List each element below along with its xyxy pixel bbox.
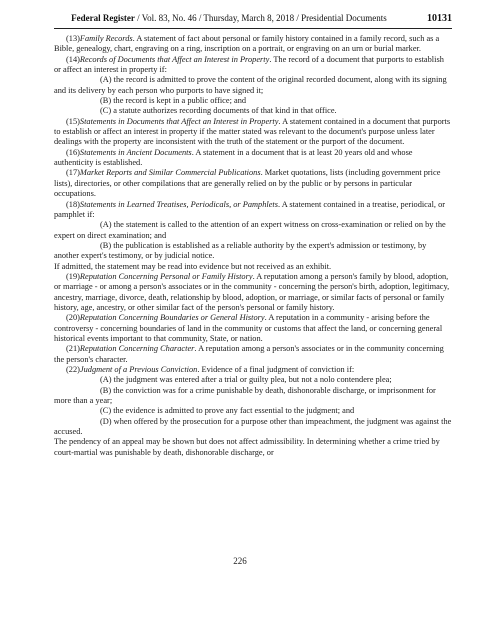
paragraph (54, 117, 452, 148)
subparagraph (54, 220, 452, 241)
paragraph-text: If admitted, the statement may be read into evidence but not received as an exhibit. (54, 261, 332, 271)
paragraph-text: . A reputation in a community - arising before the controversy - concerning boundaries of land in the community or customs that affect the land, or concerning general historical events important to that community, State, or nation. (54, 313, 443, 343)
document-body (54, 34, 452, 458)
paragraph-text: (A) the judgment was entered after a trial or guilty plea, but not a nolo contendere plea; (100, 375, 392, 385)
paragraph (54, 55, 452, 76)
paragraph-title: Reputation Concerning Boundaries or General History (79, 313, 265, 323)
paragraph-text: . A statement in a document that is at least 20 years old and whose authenticity is established. (54, 147, 413, 168)
paragraph-title: Records of Documents that Affect an Interest in Property (79, 54, 270, 64)
paragraph-text: . The record of a document that purports to establish or affect an interest in property if: (54, 54, 444, 75)
subparagraph (54, 406, 452, 416)
paragraph-number: (16) (66, 147, 80, 157)
paragraph-text: (A) the statement is called to the attention of an expert witness on cross-examination or relied on by the expert on direct examination; and (54, 220, 446, 240)
page-number: 10131 (427, 13, 452, 24)
subparagraph (54, 75, 452, 96)
issue-line: / Vol. 83, No. 46 / Thursday, March 8, 2018 / Presidential Documents (134, 13, 387, 23)
paragraph-title: Statements in Documents that Affect an Interest in Property (79, 116, 279, 126)
paragraph (54, 148, 452, 169)
paragraph (54, 200, 452, 221)
paragraph-title: Reputation Concerning Personal or Family History (79, 271, 253, 281)
paragraph-title: Family Records (79, 34, 133, 43)
publication-name: Federal Register (71, 13, 135, 23)
paragraph-text: (C) the evidence is admitted to prove any fact essential to the judgment; and (100, 406, 355, 416)
paragraph-text: . A reputation among a person's family by blood, adoption, or marriage - or among a person's associates or in the community - concerning the person's birth, adoption, legitimacy, ancestry, marriage, divorce, death, relationship by blood, adoption, or marriage, or similar facts of personal or family history, age, ancestry, or other similar fact of the person's personal or family history. (54, 271, 450, 312)
paragraph-number: (20) (66, 313, 80, 323)
subparagraph (54, 375, 452, 385)
subparagraph (54, 241, 452, 262)
paragraph-text: . A statement contained in a treatise, periodical, or pamphlet if: (54, 199, 446, 219)
paragraph-text: (A) the record is admitted to prove the content of the original recorded document, along with its signing and its delivery by each person who purports to have signed it; (54, 75, 447, 95)
folio-number: 226 (233, 556, 247, 566)
paragraph-number: (17) (66, 168, 80, 178)
paragraph (54, 365, 452, 375)
paragraph-text: . Evidence of a final judgment of conviction if: (197, 365, 355, 374)
subparagraph (54, 386, 452, 407)
paragraph-text: (B) the publication is established as a reliable authority by the expert's admission or testimony, by another expert's testimony, or by judicial notice. (54, 240, 427, 261)
paragraph-text: (D) when offered by the prosecution for a purpose other than impeachment, the judgment was against the accused. (54, 416, 452, 437)
subparagraph (54, 106, 452, 116)
paragraph-title: Judgment of a Previous Conviction (79, 365, 198, 374)
paragraph-text: . Market quotations, lists (including government price lists), directories, or other compilations that are generally relied on by the public or by persons in particular occupations. (54, 168, 441, 199)
paragraph-number: (15) (66, 116, 80, 126)
paragraph-number: (21) (66, 344, 80, 354)
paragraph-number: (18) (66, 199, 80, 209)
subparagraph (54, 96, 452, 106)
paragraph-number: (13) (66, 34, 80, 43)
header-rule (54, 28, 452, 29)
paragraph (54, 344, 452, 365)
paragraph-text: The pendency of an appeal may be shown but does not affect admissibility. In determining whether a crime tried by court-martial was punishable by death, dishonorable discharge, or (54, 437, 440, 457)
paragraph (54, 437, 452, 458)
paragraph-title: Statements in Ancient Documents (79, 147, 192, 157)
paragraph-text: (B) the conviction was for a crime punishable by death, dishonorable discharge, or imprisonment for more than a year; (54, 385, 436, 406)
running-header (54, 13, 452, 27)
paragraph-text: . A statement of fact about personal or family history contained in a family record, such as a Bible, genealogy, chart, engraving on a ring, inscription on a portrait, or engraving on an urn or burial marker. (54, 34, 440, 54)
paragraph-text: . A reputation among a person's associates or in the community concerning the person's character. (54, 344, 444, 364)
paragraph-title: Market Reports and Similar Commercial Publications (79, 168, 261, 178)
paragraph (54, 168, 452, 199)
paragraph-text: (C) a statute authorizes recording documents of that kind in that office. (100, 106, 337, 116)
paragraph-text: (B) the record is kept in a public office; and (100, 96, 247, 106)
paragraph-title: Reputation Concerning Character (79, 344, 195, 354)
paragraph-title: Statements in Learned Treatises, Periodicals, or Pamphlets (79, 199, 278, 209)
paragraph (54, 34, 452, 55)
paragraph-text: . A statement contained in a document that purports to establish or affect an interest in property if the matter stated was relevant to the document's purpose unless later dealings with the property are inconsistent with the truth of the statement or the purport of the document. (54, 116, 451, 147)
paragraph (54, 272, 452, 313)
paragraph (54, 313, 452, 344)
paragraph-number: (14) (66, 54, 80, 64)
paragraph-number: (22) (66, 365, 80, 374)
paragraph-number: (19) (66, 271, 80, 281)
paragraph (54, 262, 452, 272)
subparagraph (54, 417, 452, 438)
